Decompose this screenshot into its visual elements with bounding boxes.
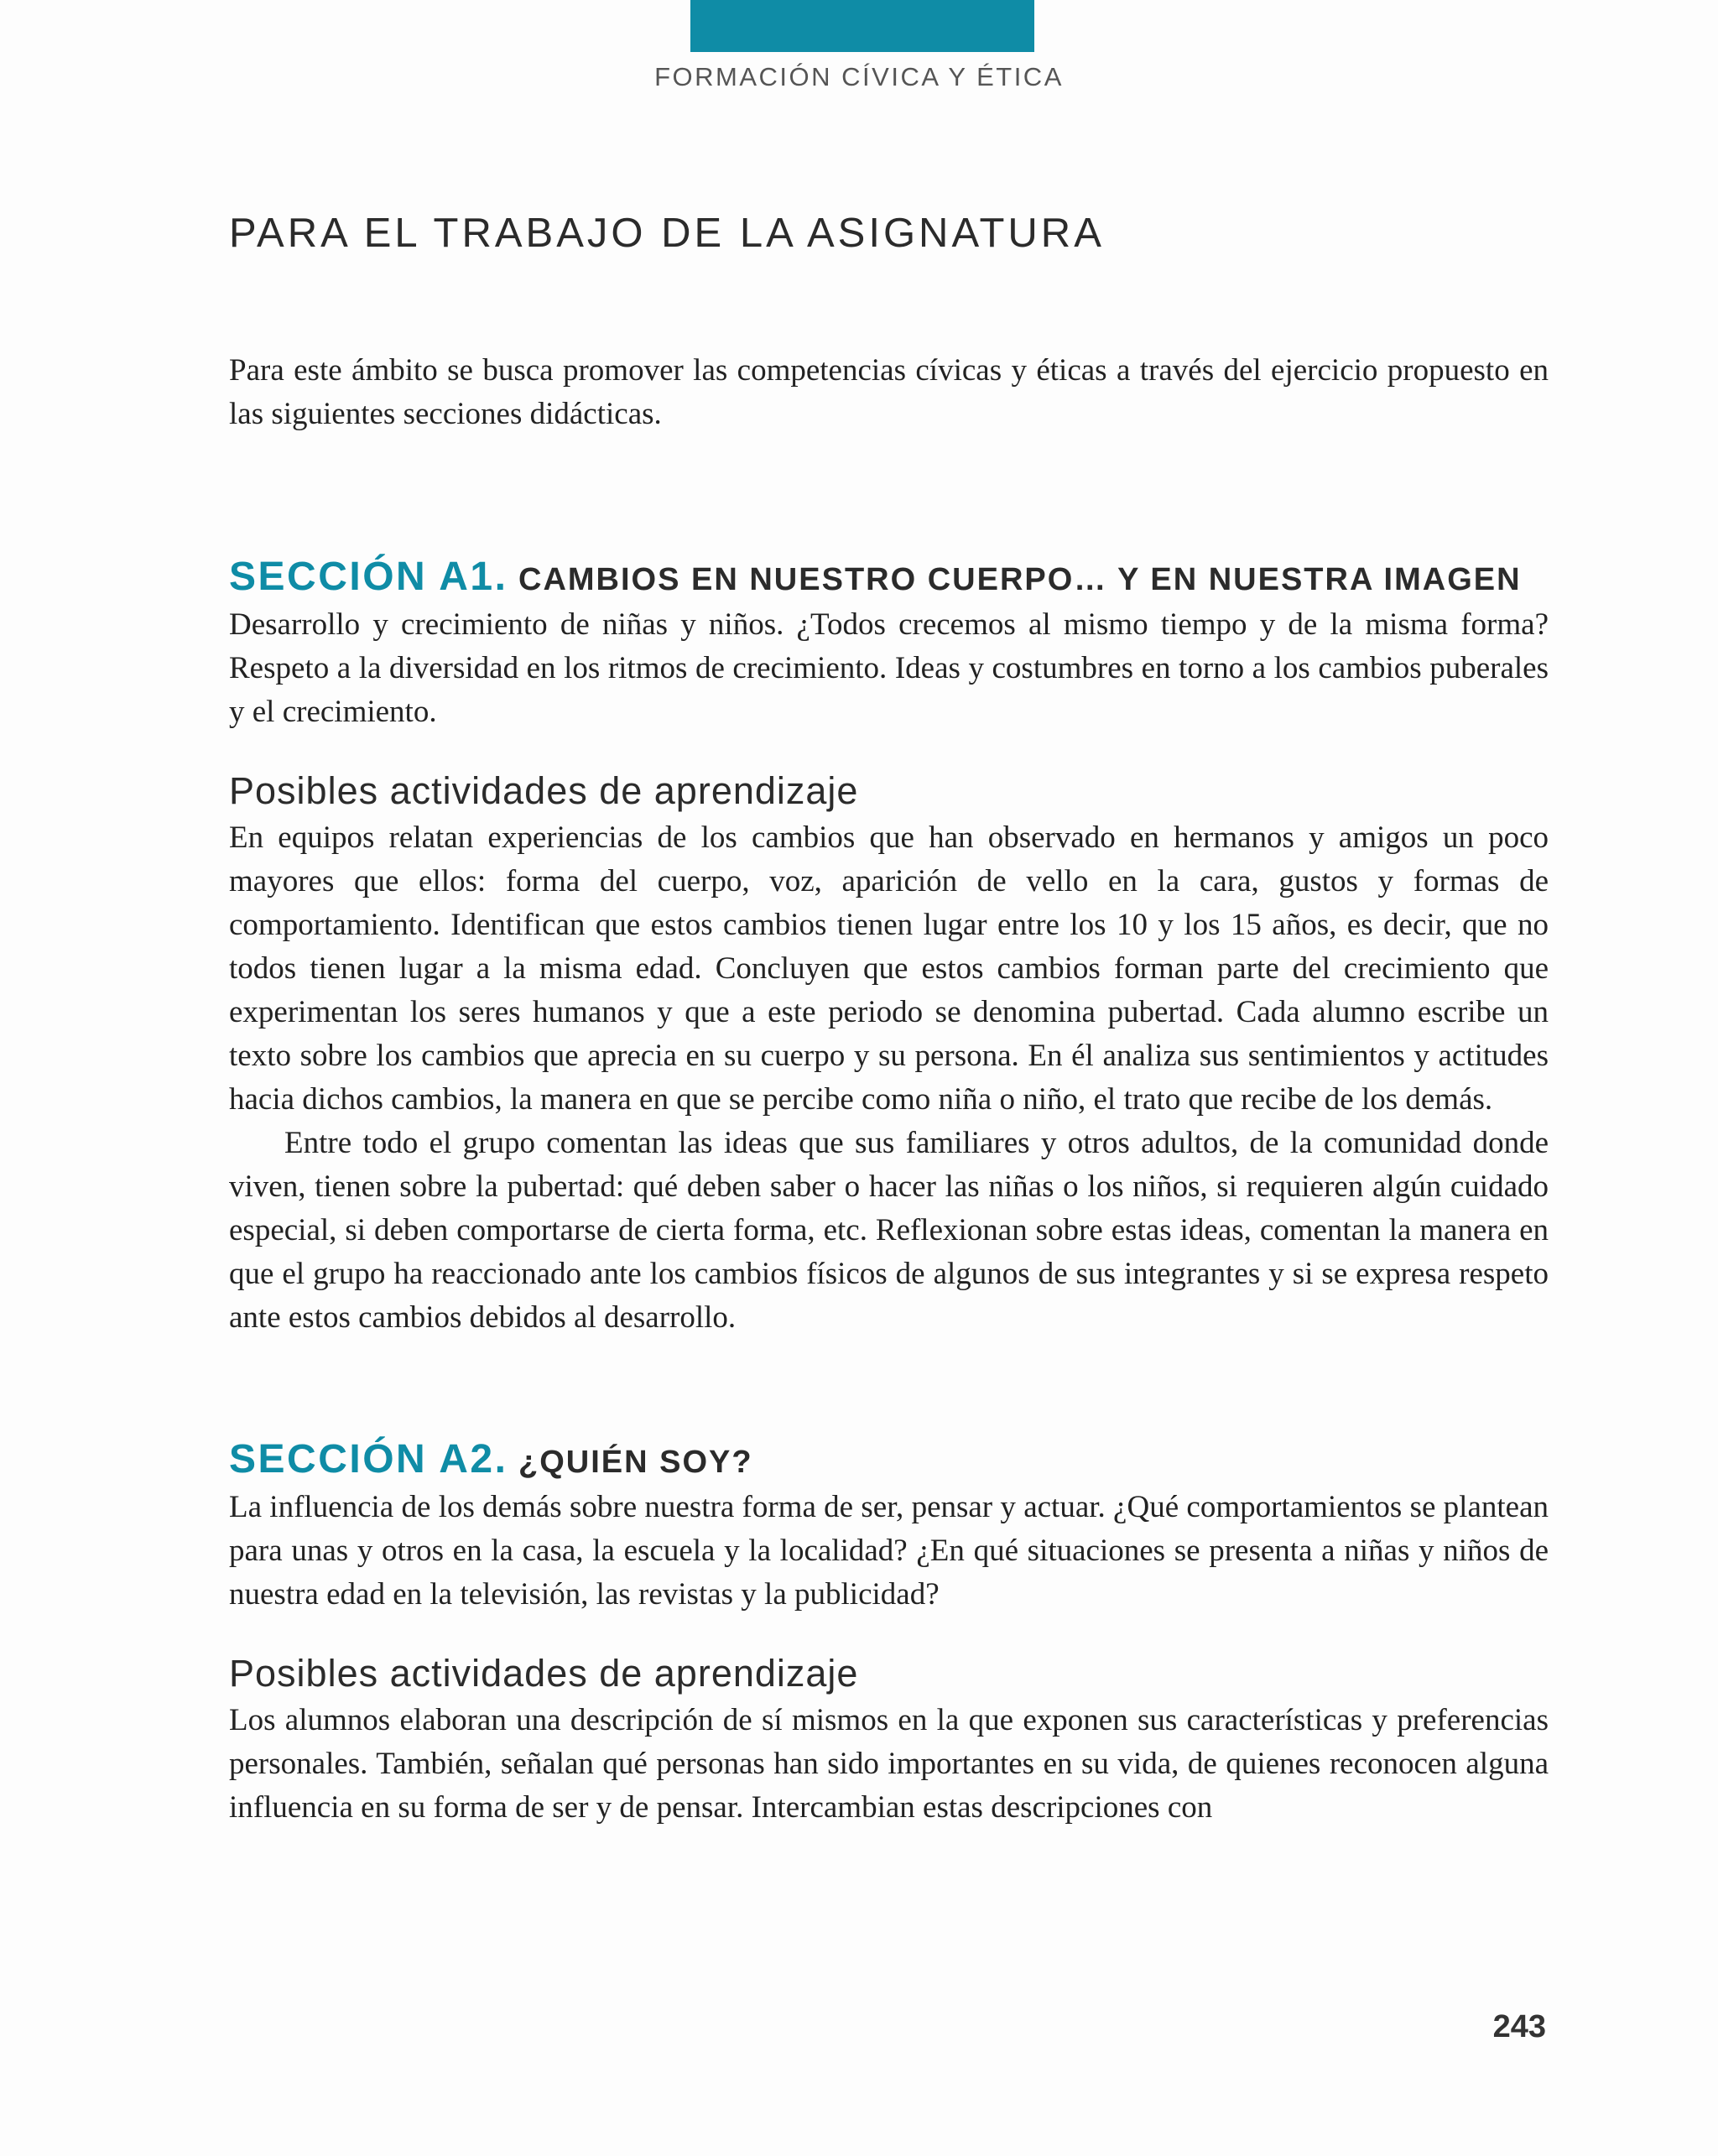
activity-paragraph: Los alumnos elaboran una descripción de sí mismos en la que exponen sus características y preferencias personales. También, señalan qué personas han sido importantes en su vida, de quienes reconocen alguna influencia en su forma de ser y de pensar. Intercambian estas descripciones con <box>229 1703 1549 1825</box>
section-title: CAMBIOS EN NUESTRO CUERPO… Y EN NUESTRA IMAGEN <box>518 562 1522 597</box>
section-code: SECCIÓN A1. <box>229 555 508 599</box>
section-code: SECCIÓN A2. <box>229 1437 508 1482</box>
section-a2 <box>229 1436 1549 1830</box>
section-description: La influencia de los demás sobre nuestra forma de ser, pensar y actuar. ¿Qué comportamientos se plantean para unas y otros en la casa, la escuela y la localidad? ¿En qué situaciones se presenta a niñas y niños de nuestra edad en la televisión, las revistas y la publicidad? <box>229 1490 1549 1612</box>
activities-heading: Posibles actividades de aprendizaje <box>229 1652 859 1695</box>
activity-paragraph: Entre todo el grupo comentan las ideas que sus familiares y otros adultos, de la comunidad donde viven, tienen sobre la pubertad: qué deben saber o hacer las niñas o los niños, si requieren algún cuidado especial, si deben comportarse de cierta forma, etc. Reflexionan sobre estas ideas, comentan la manera en que el grupo ha reaccionado ante los cambios físicos de algunos de sus integrantes y si se expresa respeto ante estos cambios debidos al desarrollo. <box>229 1126 1549 1335</box>
activities-heading: Posibles actividades de aprendizaje <box>229 769 859 812</box>
intro-paragraph: Para este ámbito se busca promover las competencias cívicas y éticas a través del ejercicio propuesto en las siguientes secciones didácticas. <box>229 353 1549 431</box>
header-color-bar <box>690 0 1034 52</box>
page-number: 243 <box>1492 2009 1546 2044</box>
activity-paragraph: En equipos relatan experiencias de los cambios que han observado en hermanos y amigos un poco mayores que ellos: forma del cuerpo, voz, aparición de vello en la cara, gustos y formas de comportamiento. Identifican que estos cambios tienen lugar entre los 10 y los 15 años, es decir, que no todos tienen lugar a la misma edad. Concluyen que estos cambios forman parte del crecimiento que experimentan los seres humanos y que a este periodo se denomina pubertad. Cada alumno escribe un texto sobre los cambios que aprecia en su cuerpo y su persona. En él analiza sus sentimientos y actitudes hacia dichos cambios, la manera en que se percibe como niña o niño, el trato que recibe de los demás. <box>229 820 1549 1117</box>
section-a1 <box>229 554 1549 1340</box>
page-title: PARA EL TRABAJO DE LA ASIGNATURA <box>229 211 1105 256</box>
page-content <box>229 210 1549 1830</box>
running-header: FORMACIÓN CÍVICA Y ÉTICA <box>654 62 1064 91</box>
section-title: ¿QUIÉN SOY? <box>518 1445 753 1480</box>
section-description: Desarrollo y crecimiento de niñas y niños. ¿Todos crecemos al mismo tiempo y de la misma forma? Respeto a la diversidad en los ritmos de crecimiento. Ideas y costumbres en torno a los cambios puberales y el crecimiento. <box>229 607 1549 729</box>
section-heading <box>229 1436 1549 1486</box>
section-heading <box>229 554 1549 603</box>
